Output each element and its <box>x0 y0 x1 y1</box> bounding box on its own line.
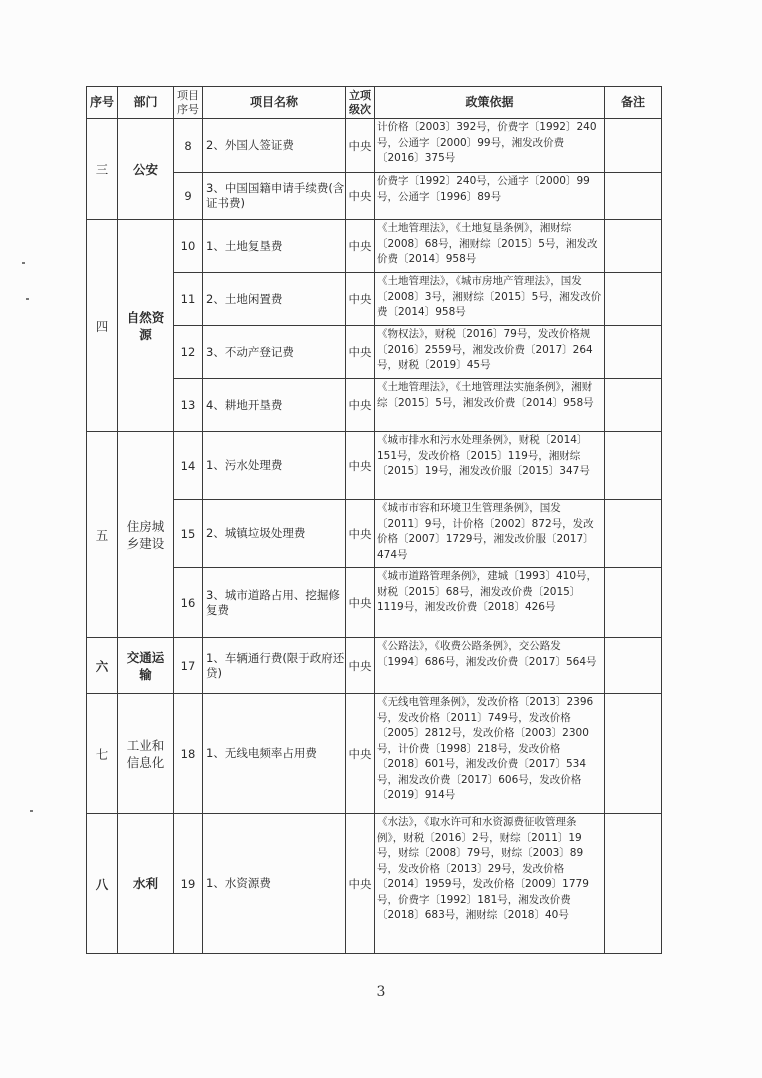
item-level-cell: 中央 <box>346 379 375 432</box>
item-name-cell: 3、不动产登记费 <box>203 326 346 379</box>
group-dept-cell <box>118 119 174 220</box>
table-row <box>87 814 662 954</box>
item-level-cell: 中央 <box>346 638 375 694</box>
header-policy: 政策依据 <box>375 87 605 119</box>
item-number-cell: 12 <box>174 326 203 379</box>
header-seq: 序号 <box>87 87 118 119</box>
item-policy-cell: 《城市市容和环境卫生管理条例》，国发〔2011〕9号，计价格〔2002〕872号，发改价格〔2007〕1729号，湘发改价服〔2017〕474号 <box>375 500 605 568</box>
item-number-cell: 11 <box>174 273 203 326</box>
table-row <box>87 326 662 379</box>
item-number-cell: 18 <box>174 694 203 814</box>
item-number-cell: 13 <box>174 379 203 432</box>
scan-speck <box>26 298 29 300</box>
item-note-cell <box>605 119 662 173</box>
dept-name: 公安 <box>132 161 158 177</box>
item-name-cell: 3、城市道路占用、挖掘修复费 <box>203 568 346 638</box>
item-number-cell: 17 <box>174 638 203 694</box>
item-policy-cell: 《土地管理法》，《城市房地产管理法》，国发〔2008〕3号，湘财综〔2015〕5号，湘发改价费〔2014〕958号 <box>375 273 605 326</box>
table-row <box>87 173 662 220</box>
group-dept-cell <box>118 220 174 432</box>
table-row <box>87 220 662 273</box>
group-dept-cell <box>118 694 174 814</box>
header-item-num <box>174 87 203 119</box>
item-policy-cell: 《无线电管理条例》，发改价格〔2013〕2396号，发改价格〔2011〕749号，发改价格〔2005〕2812号，发改价格〔2003〕2300号，计价费〔1998〕218号，发改价格〔2018〕601号，湘发改价费〔2017〕534号，湘发改价费〔2017〕606号，发改价格〔2019〕914号 <box>375 694 605 814</box>
item-name-cell: 1、污水处理费 <box>203 432 346 500</box>
item-level-cell: 中央 <box>346 173 375 220</box>
item-name-cell: 4、耕地开垦费 <box>203 379 346 432</box>
table-row <box>87 638 662 694</box>
item-number-cell: 8 <box>174 119 203 173</box>
scan-speck <box>30 810 33 812</box>
group-seq-cell: 四 <box>87 220 118 432</box>
group-dept-cell <box>118 638 174 694</box>
item-name-cell: 1、车辆通行费(限于政府还贷) <box>203 638 346 694</box>
item-policy-cell: 《公路法》，《收费公路条例》，交公路发〔1994〕686号，湘发改价费〔2017〕564号 <box>375 638 605 694</box>
dept-name: 自然资源 <box>126 309 165 342</box>
header-item-name: 项目名称 <box>203 87 346 119</box>
table-row <box>87 694 662 814</box>
item-note-cell <box>605 694 662 814</box>
item-level-cell: 中央 <box>346 273 375 326</box>
table-row <box>87 379 662 432</box>
item-policy-cell: 《水法》，《取水许可和水资源费征收管理条例》，财税〔2016〕2号，财综〔2011〕19号，财综〔2008〕79号，财综〔2003〕89号，发改价格〔2013〕29号，发改价格〔2014〕1959号，发改价格〔2009〕1779号，价费字〔1992〕181号，湘发改价费〔2018〕683号，湘财综〔2018〕40号 <box>375 814 605 954</box>
item-number-cell: 9 <box>174 173 203 220</box>
item-policy-cell: 价费字〔1992〕240号，公通字〔2000〕99号，公通字〔1996〕89号 <box>375 173 605 220</box>
item-policy-cell: 《土地管理法》，《土地复垦条例》，湘财综〔2008〕68号，湘财综〔2015〕5号，湘发改价费〔2014〕958号 <box>375 220 605 273</box>
item-note-cell <box>605 379 662 432</box>
group-seq-cell: 八 <box>87 814 118 954</box>
fee-table <box>86 86 662 954</box>
item-level-cell: 中央 <box>346 568 375 638</box>
item-name-cell: 2、城镇垃圾处理费 <box>203 500 346 568</box>
item-note-cell <box>605 638 662 694</box>
item-name-cell: 3、中国国籍申请手续费(含证书费) <box>203 173 346 220</box>
item-note-cell <box>605 568 662 638</box>
item-note-cell <box>605 326 662 379</box>
group-seq-cell: 七 <box>87 694 118 814</box>
item-level-cell: 中央 <box>346 220 375 273</box>
item-name-cell: 2、土地闲置费 <box>203 273 346 326</box>
item-policy-cell: 《城市排水和污水处理条例》，财税〔2014〕151号，发改价格〔2015〕119号，湘财综〔2015〕19号，湘发改价服〔2015〕347号 <box>375 432 605 500</box>
item-number-cell: 19 <box>174 814 203 954</box>
group-seq-cell: 五 <box>87 432 118 638</box>
item-note-cell <box>605 500 662 568</box>
item-level-cell: 中央 <box>346 326 375 379</box>
item-name-cell: 2、外国人签证费 <box>203 119 346 173</box>
header-item-num-text: 项目序号 <box>177 88 199 116</box>
group-seq-cell: 六 <box>87 638 118 694</box>
item-note-cell <box>605 814 662 954</box>
item-number-cell: 10 <box>174 220 203 273</box>
item-note-cell <box>605 220 662 273</box>
item-name-cell: 1、土地复垦费 <box>203 220 346 273</box>
group-dept-cell <box>118 814 174 954</box>
dept-name: 工业和信息化 <box>126 737 165 770</box>
item-name-cell: 1、水资源费 <box>203 814 346 954</box>
item-number-cell: 14 <box>174 432 203 500</box>
item-number-cell: 16 <box>174 568 203 638</box>
dept-name: 交通运输 <box>126 649 165 682</box>
item-level-cell: 中央 <box>346 432 375 500</box>
header-level-text: 立项级次 <box>349 88 371 116</box>
table-row <box>87 432 662 500</box>
item-level-cell: 中央 <box>346 814 375 954</box>
table-row <box>87 119 662 173</box>
item-number-cell: 15 <box>174 500 203 568</box>
item-note-cell <box>605 173 662 220</box>
item-level-cell: 中央 <box>346 694 375 814</box>
group-seq-cell: 三 <box>87 119 118 220</box>
scan-speck <box>22 262 25 264</box>
page-number: 3 <box>376 984 386 1000</box>
item-name-cell: 1、无线电频率占用费 <box>203 694 346 814</box>
table-row <box>87 568 662 638</box>
dept-name: 住房城乡建设 <box>126 518 165 551</box>
header-dept: 部门 <box>118 87 174 119</box>
item-note-cell <box>605 432 662 500</box>
item-level-cell: 中央 <box>346 500 375 568</box>
table-row <box>87 273 662 326</box>
table-row <box>87 500 662 568</box>
header-row <box>87 87 662 119</box>
item-policy-cell: 《物权法》，财税〔2016〕79号，发改价格规〔2016〕2559号，湘发改价费〔2017〕264号，财税〔2019〕45号 <box>375 326 605 379</box>
item-level-cell: 中央 <box>346 119 375 173</box>
header-note: 备注 <box>605 87 662 119</box>
dept-name: 水利 <box>132 876 158 891</box>
item-policy-cell: 《城市道路管理条例》，建城〔1993〕410号，财税〔2015〕68号，湘发改价费〔2015〕1119号，湘发改价费〔2018〕426号 <box>375 568 605 638</box>
item-policy-cell: 计价格〔2003〕392号，价费字〔1992〕240号，公通字〔2000〕99号，湘发改价费〔2016〕375号 <box>375 119 605 173</box>
item-note-cell <box>605 273 662 326</box>
item-policy-cell: 《土地管理法》，《土地管理法实施条例》，湘财综〔2015〕5号，湘发改价费〔2014〕958号 <box>375 379 605 432</box>
header-level <box>346 87 375 119</box>
group-dept-cell <box>118 432 174 638</box>
